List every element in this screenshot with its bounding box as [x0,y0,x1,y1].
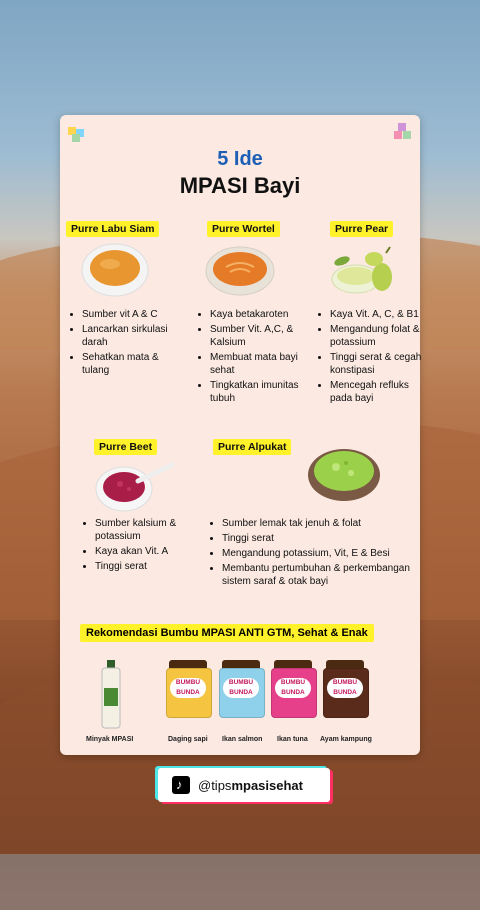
section-list-pear [316,308,426,407]
beet-puree-bowl-icon [92,459,178,515]
avocado-puree-bowl-icon [306,441,382,503]
section-tag-pear: Purre Pear [330,221,393,237]
jar-label: BUMBU BUNDA [170,678,206,698]
recommendation-title: Rekomendasi Bumbu MPASI ANTI GTM, Sehat & Enak [80,624,374,642]
list-item: • Mengandung potassium, Vit, E & Besi [222,547,422,560]
section-tag-alpukat: Purre Alpukat [213,439,291,455]
section-list-alpukat [208,517,422,590]
list-item: • Lancarkan sirkulasi darah [82,323,182,349]
infographic-card [60,115,420,755]
section-tag-labu-siam: Purre Labu Siam [66,221,159,237]
list-item: • Kaya Vit. A, C, & B1 [330,308,426,321]
pear-puree-bowl-icon [328,245,400,299]
list-item: • Membantu pertumbuhan & perkembangan sistem saraf & otak bayi [222,562,422,588]
oil-bottle-icon [98,660,124,730]
product-jar-ayam-kampung [323,660,367,718]
toy-blocks-icon [392,121,414,143]
squash-puree-bowl-icon [80,242,150,298]
list-item: • Mengandung folat & potassium [330,323,426,349]
list-item: • Membuat mata bayi sehat [210,351,310,377]
list-item: • Tinggi serat [222,532,422,545]
product-caption: Ayam kampung [320,736,372,743]
section-tag-wortel: Purre Wortel [207,221,280,237]
list-item: • Sumber kalsium & potassium [95,517,205,543]
product-jar-ikan-salmon [219,660,263,718]
section-list-labu-siam [68,308,182,379]
list-item: • Sumber vit A & C [82,308,182,321]
title-line-1: 5 Ide [217,148,263,170]
product-caption: Ikan salmon [222,736,263,743]
product-caption: Ikan tuna [277,736,308,743]
jar-label: BUMBU BUNDA [327,678,363,698]
list-item: • Sehatkan mata & tulang [82,351,182,377]
product-caption: Minyak MPASI [86,736,134,743]
tiktok-icon [172,776,190,794]
jar-label: BUMBU BUNDA [223,678,259,698]
product-caption: Daging sapi [168,736,208,743]
jar-label: BUMBU BUNDA [275,678,311,698]
abc-blocks-icon [66,121,88,143]
tiktok-handle: @tipsmpasisehat [198,777,303,793]
section-list-beet [81,517,205,575]
list-item: • Kaya betakaroten [210,308,310,321]
section-list-wortel [196,308,310,407]
page-title: MPASI Bayi [179,173,301,198]
list-item: • Sumber lemak tak jenuh & folat [222,517,422,530]
carrot-puree-bowl-icon [204,245,276,297]
list-item: • Tinggi serat & cegah konstipasi [330,351,426,377]
list-item: • Kaya akan Vit. A [95,545,205,558]
section-tag-beet: Purre Beet [94,439,157,455]
list-item: • Sumber Vit. A,C, & Kalsium [210,323,310,349]
tiktok-handle-badge[interactable] [158,768,330,802]
list-item: • Tinggi serat [95,560,205,573]
product-jar-daging-sapi [166,660,210,718]
list-item: • Mencegah refluks pada bayi [330,379,426,405]
product-jar-ikan-tuna [271,660,315,718]
list-item: • Tingkatkan imunitas tubuh [210,379,310,405]
